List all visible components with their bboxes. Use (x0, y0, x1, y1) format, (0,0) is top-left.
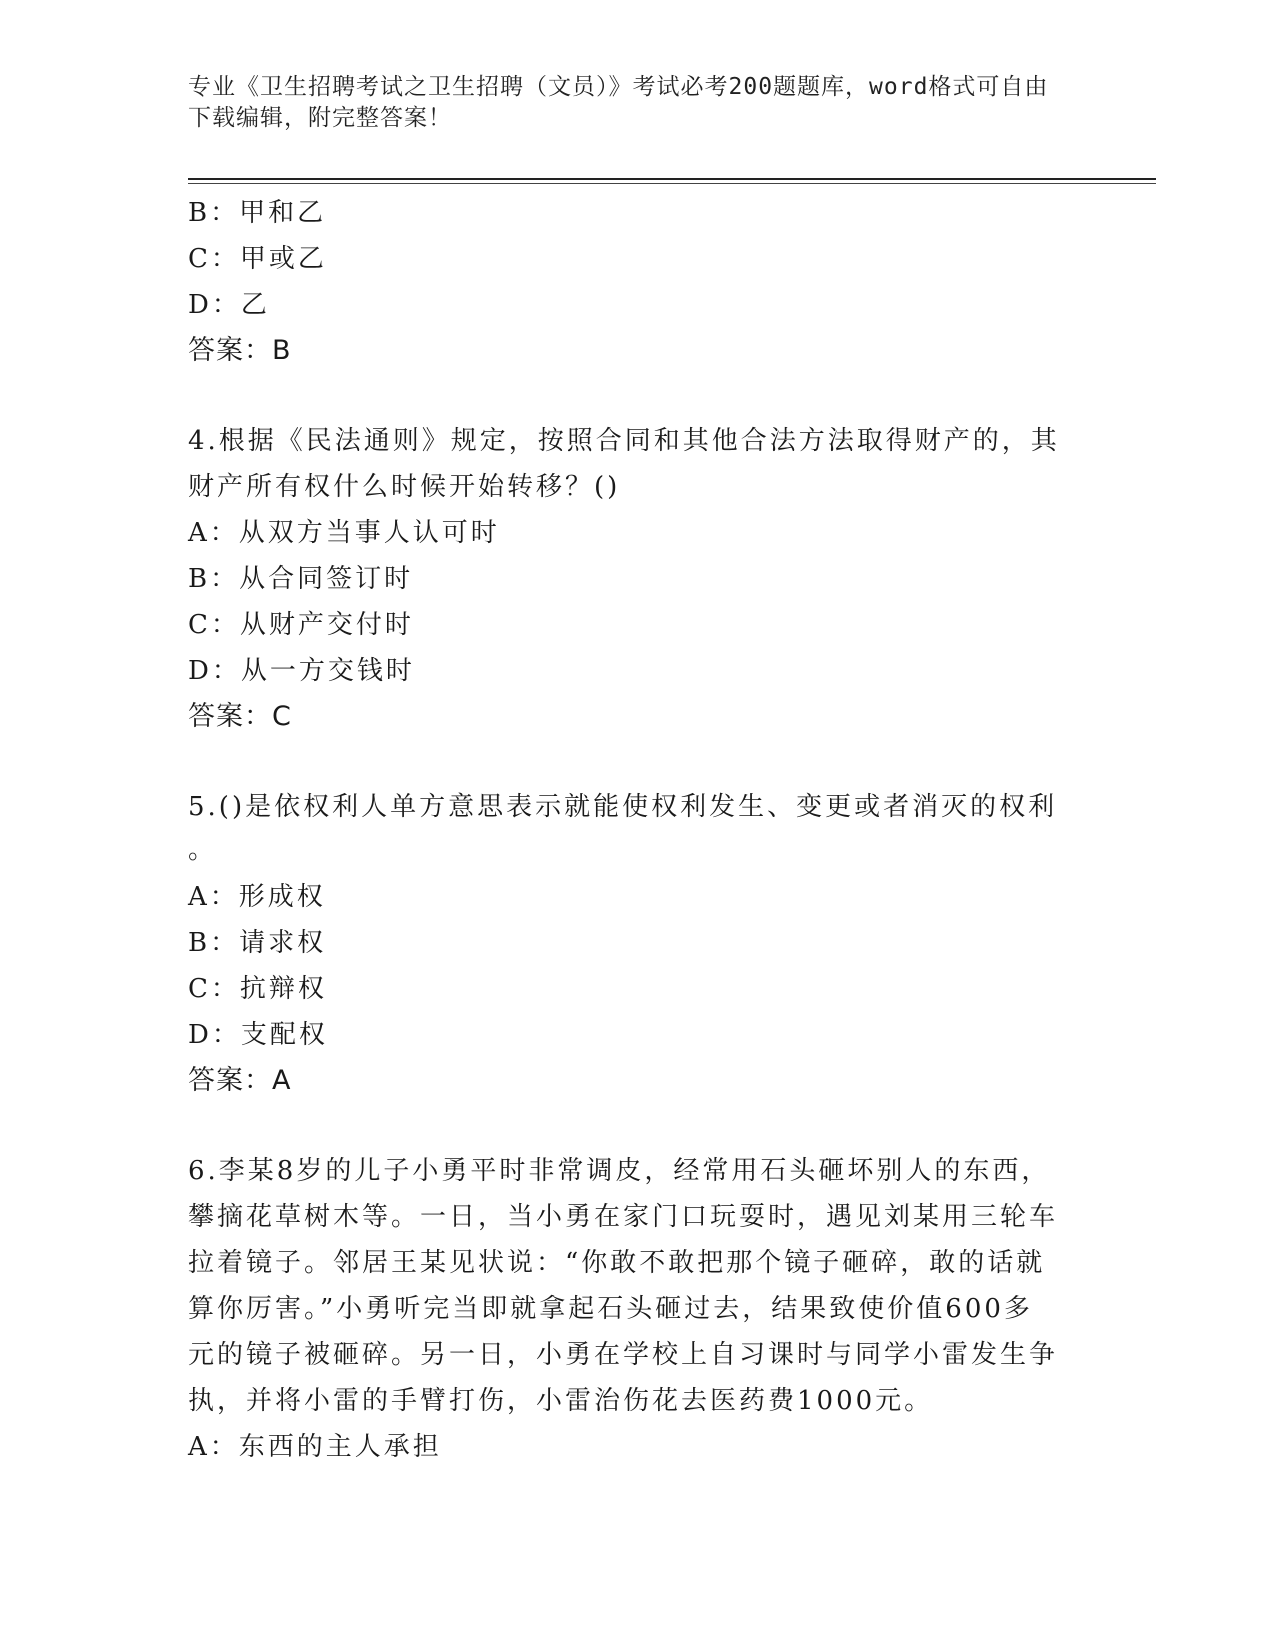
document-header (188, 72, 1068, 134)
option-d: D：从一方交钱时 (188, 656, 415, 686)
question-text-line: 。 (188, 835, 218, 865)
option-a: A：东西的主人承担 (188, 1432, 442, 1462)
question-text-line: 拉着镜子。邻居王某见状说：“你敢不敢把那个镜子砸碎，敢的话就 (188, 1248, 1046, 1278)
spacer (188, 374, 1058, 418)
question-6 (188, 1148, 1058, 1470)
option-c: C：从财产交付时 (188, 610, 414, 640)
option-d: D：支配权 (188, 1020, 328, 1050)
question-text-line: 攀摘花草树木等。一日，当小勇在家门口玩耍时，遇见刘某用三轮车 (188, 1202, 1059, 1232)
option-b: B：甲和乙 (188, 198, 327, 228)
option-b: B：从合同签订时 (188, 564, 414, 594)
answer-line: 答案：C (188, 701, 292, 732)
option-c: C：甲或乙 (188, 244, 327, 274)
question-5 (188, 784, 1058, 1104)
answer-line: 答案：A (188, 1065, 292, 1096)
question-text-line: 6.李某8岁的儿子小勇平时非常调皮，经常用石头砸坏别人的东西， (188, 1156, 1051, 1186)
header-divider (188, 178, 1156, 180)
question-text-line: 5.()是依权利人单方意思表示就能使权利发生、变更或者消灭的权利 (188, 792, 1058, 822)
question-4 (188, 418, 1058, 740)
option-b: B：请求权 (188, 928, 327, 958)
question-text-line: 算你厉害。”小勇听完当即就拿起石头砸过去，结果致使价值600多 (188, 1294, 1033, 1324)
question-text-line: 执，并将小雷的手臂打伤，小雷治伤花去医药费1000元。 (188, 1386, 934, 1416)
header-divider-thin (188, 183, 1156, 184)
document-body (188, 190, 1058, 1470)
spacer (188, 740, 1058, 784)
question-text-line: 4.根据《民法通则》规定，按照合同和其他合法方法取得财产的，其 (188, 426, 1060, 456)
header-title: 专业《卫生招聘考试之卫生招聘（文员）》考试必考200题题库，word格式可自由下载编辑，附完整答案！ (188, 74, 1049, 131)
option-d: D：乙 (188, 290, 270, 320)
option-c: C：抗辩权 (188, 974, 327, 1004)
answer-line: 答案：B (188, 335, 292, 366)
question-text-line: 元的镜子被砸碎。另一日，小勇在学校上自习课时与同学小雷发生争 (188, 1340, 1059, 1370)
option-a: A：形成权 (188, 882, 326, 912)
question-text-line: 财产所有权什么时候开始转移？() (188, 472, 621, 502)
question-3-tail (188, 190, 1058, 374)
option-a: A：从双方当事人认可时 (188, 518, 500, 548)
spacer (188, 1104, 1058, 1148)
